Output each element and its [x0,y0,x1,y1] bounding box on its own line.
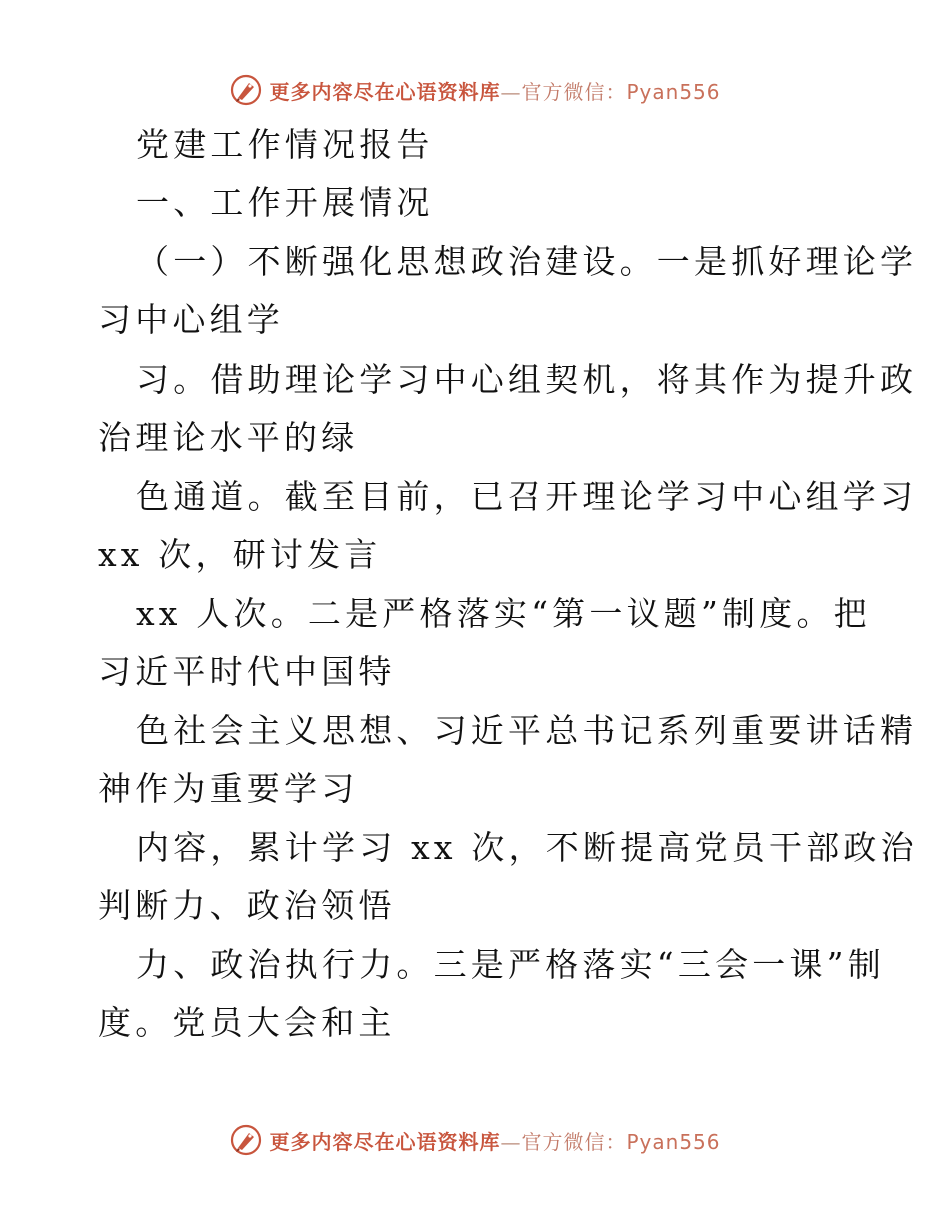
footer-watermark [0,1120,950,1160]
watermark-contact-label: 官方微信： [521,1129,627,1154]
text-line: 习。借助理论学习中心组契机，将其作为提升政 [136,360,918,399]
watermark-brand: 更多内容尽在心语资料库 [269,1129,501,1154]
section-heading: 一、工作开展情况 [136,183,434,222]
pen-nib-logo-icon [229,73,263,107]
watermark-text [269,76,720,105]
text-line: 习中心组学 [98,300,284,339]
watermark-contact-id: Pyan556 [626,1129,721,1154]
watermark-contact-id: Pyan556 [626,79,721,104]
text-line: 治理论水平的绿 [98,418,359,457]
text-line: 色社会主义思想、习近平总书记系列重要讲话精 [136,711,918,750]
pen-nib-logo-icon [229,1123,263,1157]
text-line: 度。党员大会和主 [98,1003,396,1042]
text-line: （一）不断强化思想政治建设。一是抓好理论学 [136,242,918,281]
text-line: 色通道。截至目前，已召开理论学习中心组学习 [136,477,918,516]
text-line: 力、政治执行力。三是严格落实“三会一课”制 [136,945,885,984]
watermark-content [229,73,720,107]
text-line: 习近平时代中国特 [98,652,396,691]
header-watermark [0,70,950,110]
watermark-dash: — [500,1129,522,1154]
text-line: xx 次，研讨发言 [98,535,382,574]
text-line: 神作为重要学习 [98,769,359,808]
watermark-contact-label: 官方微信： [521,79,627,104]
watermark-brand: 更多内容尽在心语资料库 [269,79,501,104]
watermark-content [229,1123,720,1157]
text-line: 内容，累计学习 xx 次，不断提高党员干部政治 [136,828,918,867]
text-line: xx 人次。二是严格落实“第一议题”制度。把 [136,594,871,633]
document-title: 党建工作情况报告 [136,125,434,164]
watermark-text [269,1126,720,1155]
text-line: 判断力、政治领悟 [98,886,396,925]
watermark-dash: — [500,79,522,104]
